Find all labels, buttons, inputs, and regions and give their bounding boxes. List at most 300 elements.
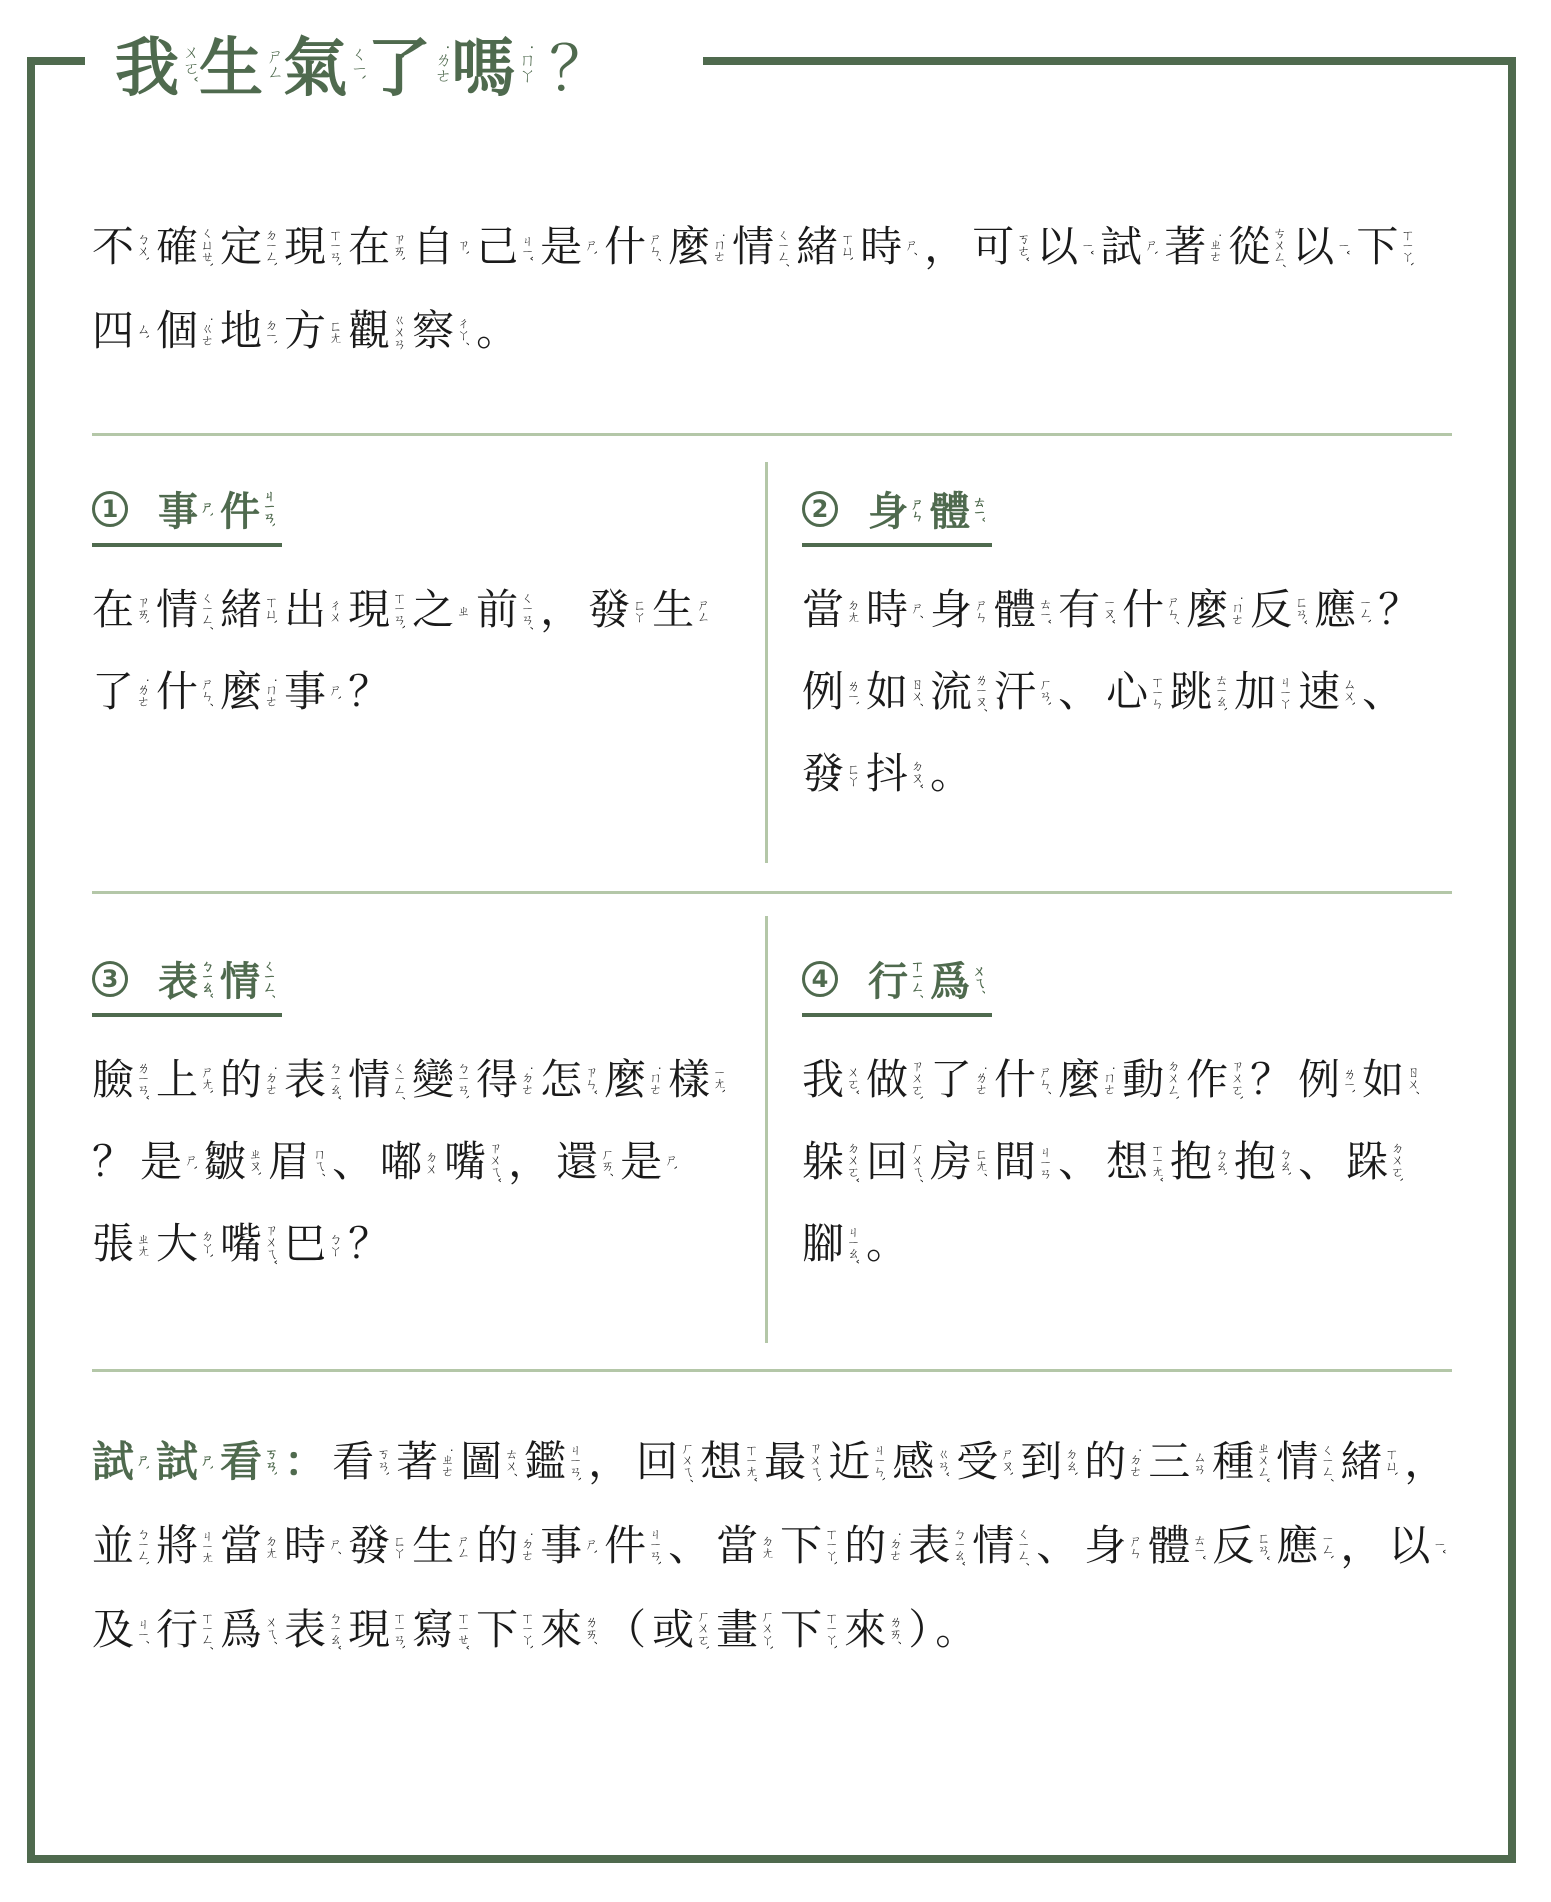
character-with-zhuyin	[802, 1121, 858, 1203]
character-with-zhuyin	[1292, 205, 1348, 289]
character: 流	[930, 667, 973, 716]
zhuyin-annotation: ㄎㄢˋ	[374, 1447, 390, 1477]
punctuation	[1250, 1055, 1292, 1104]
title-question-mark: ？	[549, 31, 612, 105]
intro-text	[92, 205, 1462, 373]
zhuyin-annotation: ㄙㄢ	[1190, 1450, 1206, 1474]
zhuyin-annotation: ㄕˋ	[582, 238, 598, 256]
character: 察	[412, 306, 455, 355]
character-with-zhuyin	[1314, 569, 1370, 651]
punctuation	[604, 1605, 646, 1654]
character-with-zhuyin	[115, 17, 197, 109]
character-with-zhuyin	[348, 289, 404, 373]
zhuyin-annotation: ㄌㄞˊ	[582, 1615, 598, 1645]
character-with-zhuyin	[156, 569, 212, 651]
character-with-zhuyin	[866, 569, 922, 651]
character-with-zhuyin	[412, 289, 468, 373]
zhuyin-annotation: ㄕˊ	[908, 601, 924, 619]
character: （	[604, 1605, 647, 1654]
character: 畫	[716, 1605, 759, 1654]
character: 張	[92, 1219, 135, 1268]
character: 表	[284, 1055, 327, 1104]
section-event	[92, 480, 742, 733]
character: 到	[1020, 1437, 1063, 1486]
section-title	[158, 950, 282, 1007]
zhuyin-annotation: ㄕˋ	[182, 1153, 198, 1171]
zhuyin-annotation: ㄉㄠˋ	[1062, 1447, 1078, 1477]
zhuyin-annotation: ㄕㄣ	[1126, 1534, 1142, 1558]
character: 。	[935, 1605, 978, 1654]
section-expression	[92, 950, 742, 1285]
try-it-label	[92, 1437, 332, 1486]
character-with-zhuyin	[796, 205, 852, 289]
character: 情	[732, 222, 775, 271]
zhuyin-annotation: ㄘㄨㄥˊ	[1270, 226, 1286, 268]
character-with-zhuyin	[92, 1203, 148, 1285]
character: 身	[930, 585, 973, 634]
character: 可	[972, 222, 1015, 271]
character: 最	[764, 1437, 807, 1486]
character: 事	[284, 667, 327, 716]
character: ？	[1250, 1055, 1293, 1104]
zhuyin-annotation: ㄒㄧㄚˋ	[822, 1610, 838, 1650]
character: 應	[1276, 1521, 1319, 1570]
character-with-zhuyin	[1084, 1504, 1140, 1588]
zhuyin-annotation: ˙ㄌㄜ	[134, 677, 150, 707]
character: 了	[92, 667, 135, 716]
zhuyin-annotation: ㄧˇ	[1334, 239, 1350, 255]
character: 、	[1298, 1137, 1341, 1186]
character-with-zhuyin	[92, 1420, 148, 1504]
character-with-zhuyin	[802, 569, 858, 651]
character-with-zhuyin	[930, 569, 986, 651]
character: 動	[1122, 1055, 1165, 1104]
zhuyin-annotation: ㄐㄧㄣˋ	[870, 1442, 886, 1482]
character: 有	[1058, 585, 1101, 634]
character-with-zhuyin	[868, 480, 922, 537]
zhuyin-annotation: ㄕˋ	[582, 1537, 598, 1555]
zhuyin-annotation: ㄙㄨˋ	[1340, 677, 1356, 707]
character: 麼	[1058, 1055, 1101, 1104]
character: 間	[994, 1137, 1037, 1186]
zhuyin-annotation: ㄕㄣ	[908, 496, 923, 521]
zhuyin-annotation: ㄨㄟˊ	[970, 963, 985, 994]
character: 在	[92, 585, 135, 634]
zhuyin-annotation: ㄊㄧˇ	[970, 495, 985, 522]
character-with-zhuyin	[156, 205, 212, 289]
character: 種	[1212, 1437, 1255, 1486]
zhuyin-annotation: ㄗㄞˋ	[134, 595, 150, 625]
character-with-zhuyin	[866, 1039, 922, 1121]
punctuation	[332, 1137, 374, 1186]
character: 圖	[460, 1437, 503, 1486]
character-with-zhuyin	[92, 1039, 148, 1121]
character-with-zhuyin	[220, 289, 276, 373]
zhuyin-annotation: ˙ㄇㄚ	[515, 43, 535, 83]
character-with-zhuyin	[156, 1203, 212, 1285]
zhuyin-annotation: ㄐㄧㄠˇ	[844, 1224, 860, 1264]
zhuyin-annotation: ˙ㄉㄜ	[1126, 1447, 1142, 1477]
zhuyin-annotation: ㄈㄤˊ	[972, 1147, 988, 1177]
character-with-zhuyin	[284, 1203, 340, 1285]
character-with-zhuyin	[92, 651, 148, 733]
zhuyin-annotation: ㄗㄨㄛˋ	[908, 1059, 924, 1101]
character-with-zhuyin	[588, 569, 644, 651]
character: 什	[1122, 585, 1165, 634]
character: 還	[556, 1137, 599, 1186]
character: 行	[156, 1605, 199, 1654]
zhuyin-annotation: ㄏㄨㄚˋ	[758, 1609, 774, 1651]
punctuation	[1404, 1437, 1446, 1486]
section-title	[158, 480, 282, 537]
character-with-zhuyin	[994, 569, 1050, 651]
character: ，	[508, 1137, 551, 1186]
zhuyin-annotation: ㄈㄚ	[630, 598, 646, 622]
zhuyin-annotation: ˙ㄍㄜ	[198, 316, 214, 346]
character-with-zhuyin	[220, 480, 274, 537]
punctuation	[348, 667, 390, 716]
character-with-zhuyin	[1276, 1420, 1332, 1504]
zhuyin-annotation: ㄅㄧㄥˋ	[134, 1526, 150, 1566]
character-with-zhuyin	[1020, 1420, 1076, 1504]
punctuation	[908, 1605, 929, 1654]
character-with-zhuyin	[1100, 205, 1156, 289]
character-with-zhuyin	[972, 205, 1028, 289]
zhuyin-annotation: ㄏㄨㄟˊ	[908, 1141, 924, 1183]
zhuyin-annotation: ㄗㄨㄟˇ	[486, 1141, 502, 1183]
character-with-zhuyin	[866, 733, 922, 815]
zhuyin-annotation: ㄎㄢˋ	[262, 1447, 278, 1477]
character-with-zhuyin	[348, 569, 404, 651]
zhuyin-annotation: ㄅㄧㄠˇ	[198, 959, 213, 998]
character-with-zhuyin	[540, 1504, 596, 1588]
zhuyin-annotation: ㄐㄧˇ	[518, 233, 534, 261]
zhuyin-annotation: ㄕㄤˋ	[198, 1065, 214, 1095]
character-with-zhuyin	[604, 1039, 660, 1121]
character: 的	[476, 1521, 519, 1570]
character-with-zhuyin	[156, 651, 212, 733]
zhuyin-annotation: ㄉㄨㄛˇ	[844, 1141, 860, 1183]
character-with-zhuyin	[348, 1588, 404, 1672]
character-with-zhuyin	[930, 950, 984, 1007]
character-with-zhuyin	[283, 17, 365, 109]
zhuyin-annotation: ㄑㄩㄝˋ	[198, 226, 214, 268]
section-body-reaction	[802, 480, 1452, 815]
character: 嗎	[451, 31, 515, 106]
character: 以	[1292, 222, 1335, 271]
section-body	[92, 569, 742, 733]
character-with-zhuyin	[1234, 651, 1290, 733]
character: 上	[156, 1055, 199, 1104]
character-with-zhuyin	[451, 17, 533, 109]
zhuyin-annotation: ㄒㄩˋ	[838, 232, 854, 262]
character: 看	[220, 1437, 263, 1486]
character: 下	[780, 1521, 823, 1570]
character-with-zhuyin	[92, 1588, 148, 1672]
zhuyin-annotation: ㄨㄟˊ	[262, 1615, 278, 1645]
character-with-zhuyin	[1298, 1039, 1354, 1121]
punctuation	[1378, 585, 1420, 634]
character: ？	[92, 1137, 135, 1186]
character-with-zhuyin	[348, 205, 404, 289]
character: 或	[652, 1605, 695, 1654]
character-with-zhuyin	[652, 1588, 708, 1672]
character-with-zhuyin	[156, 1588, 212, 1672]
section-body	[92, 1039, 742, 1285]
zhuyin-annotation: ㄗˋ	[454, 238, 470, 256]
character-with-zhuyin	[668, 1039, 724, 1121]
zhuyin-annotation: ㄉㄚˋ	[198, 1229, 214, 1259]
character-with-zhuyin	[716, 1504, 772, 1588]
character-with-zhuyin	[1122, 569, 1178, 651]
character: 想	[700, 1437, 743, 1486]
divider-top	[92, 433, 1452, 436]
character: 將	[156, 1521, 199, 1570]
punctuation	[1298, 1137, 1340, 1186]
character: 時	[860, 222, 903, 271]
character: 表	[158, 959, 198, 1005]
character: 試	[156, 1437, 199, 1486]
character: 了	[930, 1055, 973, 1104]
character-with-zhuyin	[866, 1121, 922, 1203]
zhuyin-annotation: ㄑㄧˋ	[347, 44, 367, 82]
character-with-zhuyin	[866, 651, 922, 733]
zhuyin-annotation: ㄗㄨㄟˇ	[262, 1223, 278, 1265]
zhuyin-annotation: ㄈㄢˇ	[1254, 1531, 1270, 1561]
zhuyin-annotation: ㄧˇ	[1430, 1538, 1446, 1554]
character: 怎	[540, 1055, 583, 1104]
zhuyin-annotation: ㄗㄣˇ	[582, 1065, 598, 1095]
zhuyin-annotation: ㄕㄣˊ	[1164, 595, 1180, 625]
character: 緒	[220, 585, 263, 634]
character: 什	[604, 222, 647, 271]
character: 方	[284, 306, 327, 355]
character: 現	[284, 222, 327, 271]
zhuyin-annotation: ˙ㄇㄜ	[646, 1065, 662, 1095]
character: 事	[158, 489, 198, 535]
divider-vertical-bottom	[765, 916, 768, 1343]
character: 從	[1228, 222, 1271, 271]
zhuyin-annotation: ㄕˋ	[326, 683, 342, 701]
character: 下	[1356, 222, 1399, 271]
character: 抱	[1170, 1137, 1213, 1186]
character-with-zhuyin	[158, 480, 212, 537]
zhuyin-annotation: ㄊㄧˇ	[1036, 596, 1052, 624]
zhuyin-annotation: ㄕㄥ	[694, 598, 710, 622]
character-with-zhuyin	[284, 651, 340, 733]
character: 生	[199, 31, 263, 106]
character-with-zhuyin	[1212, 1504, 1268, 1588]
zhuyin-annotation: ㄨㄛˇ	[844, 1065, 860, 1095]
zhuyin-annotation: ㄉㄨㄛˋ	[1388, 1141, 1404, 1183]
zhuyin-annotation: ㄐㄧㄢˋ	[566, 1442, 582, 1482]
zhuyin-annotation: ˙ㄇㄜ	[1228, 595, 1244, 625]
character-with-zhuyin	[1106, 1121, 1162, 1203]
zhuyin-annotation: ㄎㄜˇ	[1014, 232, 1030, 262]
character-with-zhuyin	[220, 1420, 276, 1504]
character: 發	[348, 1521, 391, 1570]
zhuyin-annotation: ㄌㄧˋ	[844, 678, 860, 706]
zhuyin-annotation: ㄗㄨㄟˋ	[806, 1441, 822, 1483]
character: 反	[1212, 1521, 1255, 1570]
zhuyin-annotation: ㄒㄧㄣ	[1148, 675, 1164, 709]
character-with-zhuyin	[348, 1039, 404, 1121]
character: ？	[348, 1219, 391, 1268]
character-with-zhuyin	[930, 651, 986, 733]
punctuation	[540, 585, 582, 634]
character: 做	[866, 1055, 909, 1104]
character: 著	[1164, 222, 1207, 271]
character-with-zhuyin	[220, 1504, 276, 1588]
character: 房	[930, 1137, 973, 1186]
character: ？	[1378, 585, 1421, 634]
character: 麼	[668, 222, 711, 271]
character-with-zhuyin	[284, 205, 340, 289]
character: 心	[1106, 667, 1149, 716]
character-with-zhuyin	[1084, 1420, 1140, 1504]
character: 下	[780, 1605, 823, 1654]
character: 。	[866, 1219, 909, 1268]
zhuyin-annotation: ㄉㄧㄥˋ	[262, 227, 278, 267]
zhuyin-annotation: ㄓㄤ	[134, 1232, 150, 1256]
zhuyin-annotation: ㄒㄩˋ	[1382, 1447, 1398, 1477]
zhuyin-annotation: ㄊㄨˊ	[502, 1447, 518, 1477]
character: 時	[866, 585, 909, 634]
character: 試	[92, 1437, 135, 1486]
character-with-zhuyin	[1170, 651, 1226, 733]
punctuation	[935, 1605, 977, 1654]
character: 腳	[802, 1219, 845, 1268]
character-with-zhuyin	[476, 1504, 532, 1588]
zhuyin-annotation: ㄕˋ	[134, 1453, 150, 1471]
zhuyin-annotation: ㄑㄧㄥˊ	[1014, 1526, 1030, 1566]
character: 的	[220, 1055, 263, 1104]
character: 當	[220, 1521, 263, 1570]
character: ，	[924, 222, 967, 271]
character: 來	[844, 1605, 887, 1654]
character-with-zhuyin	[1148, 1504, 1204, 1588]
character: 爲	[220, 1605, 263, 1654]
character: 地	[220, 306, 263, 355]
frame-left	[27, 57, 35, 1863]
character: 情	[1276, 1437, 1319, 1486]
character: 發	[588, 585, 631, 634]
character: 的	[1084, 1437, 1127, 1486]
character-with-zhuyin	[860, 205, 916, 289]
number-badge: 4	[802, 961, 838, 997]
character: 件	[220, 489, 260, 535]
frame-bottom	[27, 1855, 1516, 1863]
character: 、	[668, 1521, 711, 1570]
character: 抖	[866, 749, 909, 798]
character: 之	[412, 585, 455, 634]
character-with-zhuyin	[892, 1420, 948, 1504]
zhuyin-annotation: ˙ㄇㄜ	[262, 677, 278, 707]
character-with-zhuyin	[199, 17, 281, 109]
character-with-zhuyin	[476, 205, 532, 289]
character-with-zhuyin	[367, 17, 449, 109]
character: 身	[868, 489, 908, 535]
character-with-zhuyin	[844, 1504, 900, 1588]
character-with-zhuyin	[1058, 569, 1114, 651]
character-with-zhuyin	[994, 1121, 1050, 1203]
zhuyin-annotation: ㄏㄞˊ	[598, 1147, 614, 1177]
section-heading	[92, 950, 282, 1017]
punctuation	[508, 1137, 550, 1186]
character-with-zhuyin	[930, 1121, 986, 1203]
character: 感	[892, 1437, 935, 1486]
zhuyin-annotation: ㄌㄧㄡˊ	[972, 672, 988, 712]
zhuyin-annotation: ㄕㄡˋ	[998, 1447, 1014, 1477]
try-it-paragraph	[92, 1420, 1462, 1672]
zhuyin-annotation: ㄧㄡˇ	[1100, 596, 1116, 624]
zhuyin-annotation: ㄒㄧㄚˋ	[1398, 227, 1414, 267]
character-with-zhuyin	[604, 205, 660, 289]
character-with-zhuyin	[158, 950, 212, 1007]
character: 嘴	[444, 1137, 487, 1186]
character: 樣	[668, 1055, 711, 1104]
character: 得	[476, 1055, 519, 1104]
zhuyin-annotation: ㄒㄧㄢˋ	[390, 1610, 406, 1650]
zhuyin-annotation: ㄑㄧㄥˊ	[198, 590, 214, 630]
character: 以	[1388, 1521, 1431, 1570]
character: 麼	[604, 1055, 647, 1104]
character: 己	[476, 222, 519, 271]
character: 回	[636, 1437, 679, 1486]
character: 自	[412, 222, 455, 271]
character-with-zhuyin	[412, 1588, 468, 1672]
character-with-zhuyin	[732, 205, 788, 289]
character: 跺	[1346, 1137, 1389, 1186]
character: 眉	[268, 1137, 311, 1186]
character-with-zhuyin	[524, 1420, 580, 1504]
character-with-zhuyin	[412, 1039, 468, 1121]
zhuyin-annotation: ㄉㄤ	[262, 1534, 278, 1558]
character-with-zhuyin	[1250, 569, 1306, 651]
zhuyin-annotation: ㄕㄣˊ	[198, 677, 214, 707]
character: 事	[540, 1521, 583, 1570]
character: 受	[956, 1437, 999, 1486]
zhuyin-annotation: ㄔㄨ	[326, 598, 342, 622]
zhuyin-annotation: ˙ㄇㄜ	[1100, 1065, 1116, 1095]
character: 四	[92, 306, 135, 355]
character: 例	[1298, 1055, 1341, 1104]
zhuyin-annotation: ㄓ	[454, 604, 470, 616]
character: 、	[1362, 667, 1405, 716]
character: 三	[1148, 1437, 1191, 1486]
punctuation	[924, 222, 966, 271]
character: 行	[868, 959, 908, 1005]
character-with-zhuyin	[348, 1504, 404, 1588]
frame-top-left	[27, 57, 85, 65]
zhuyin-annotation: ㄐㄧㄢˋ	[646, 1526, 662, 1566]
frame-right	[1508, 57, 1516, 1863]
character: 、	[1058, 667, 1101, 716]
character-with-zhuyin	[764, 1420, 820, 1504]
section-heading	[92, 480, 282, 547]
zhuyin-annotation: ㄉㄤ	[758, 1534, 774, 1558]
character: 、	[1036, 1521, 1079, 1570]
character: ：	[284, 1437, 327, 1486]
character: 是	[140, 1137, 183, 1186]
punctuation	[1058, 1137, 1100, 1186]
zhuyin-annotation: ㄅㄚ	[326, 1232, 342, 1256]
zhuyin-annotation: ㄌㄧㄢˇ	[134, 1060, 150, 1100]
character: 大	[156, 1219, 199, 1268]
character-with-zhuyin	[828, 1420, 884, 1504]
zhuyin-annotation: ㄖㄨˊ	[1404, 1065, 1420, 1095]
section-heading	[802, 950, 992, 1017]
